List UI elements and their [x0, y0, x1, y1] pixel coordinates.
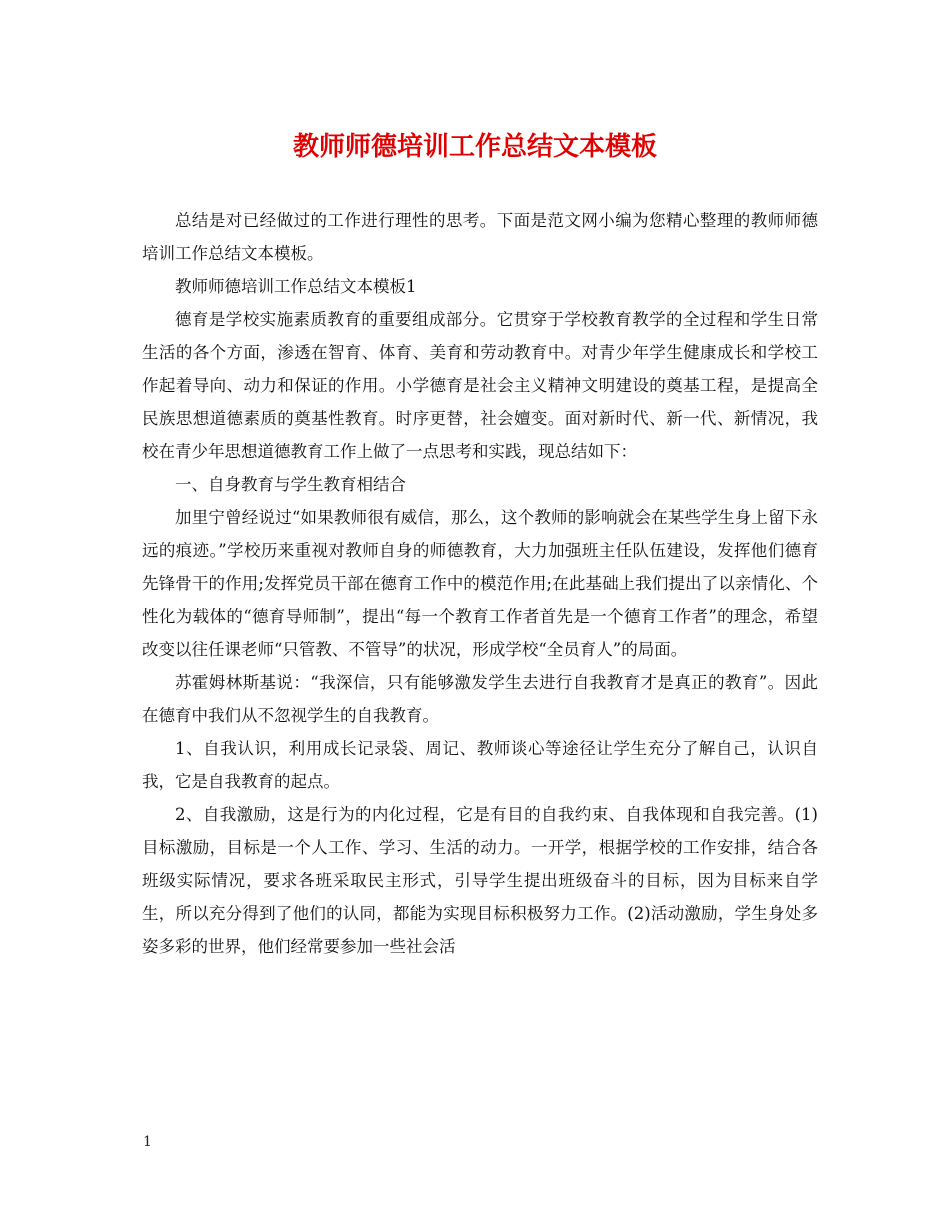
- paragraph-moral-education: 德育是学校实施素质教育的重要组成部分。它贯穿于学校教育教学的全过程和学生日常生活的各个方面，渗透在智育、体育、美育和劳动教育中。对青少年学生健康成长和学校工作起着导向、动力和保证的作用。小学德育是社会主义精神文明建设的奠基工程，是提高全民族思想道德素质的奠基性教育。时序更替，社会嬗变。面对新时代、新一代、新情况，我校在青少年思想道德教育工作上做了一点思考和实践，现总结如下：: [142, 310, 818, 461]
- paragraph-sukhomlinsky-quote: 苏霍姆林斯基说：“我深信，只有能够激发学生去进行自我教育才是真正的教育”。因此在德育中我们从不忽视学生的自我教育。: [142, 673, 818, 725]
- document-title: 教师师德培训工作总结文本模板: [292, 132, 657, 162]
- paragraph-section-heading: 一、自身教育与学生教育相结合: [175, 475, 406, 494]
- paragraph-self-recognition: 1、自我认识，利用成长记录袋、周记、教师谈心等途径让学生充分了解自己，认识自我，它是自我教育的起点。: [142, 739, 818, 791]
- paragraph-subtitle: 教师师德培训工作总结文本模板1: [175, 277, 417, 296]
- paragraph-intro: 总结是对已经做过的工作进行理性的思考。下面是范文网小编为您精心整理的教师师德培训工作总结文本模板。: [142, 211, 818, 263]
- paragraph-kalinin-quote: 加里宁曾经说过“如果教师很有威信，那么，这个教师的影响就会在某些学生身上留下永远的痕迹。”学校历来重视对教师自身的师德教育，大力加强班主任队伍建设，发挥他们德育先锋骨干的作用;发挥党员干部在德育工作中的模范作用;在此基础上我们提出了以亲情化、个性化为载体的“德育导师制”，提出“每一个教育工作者首先是一个德育工作者”的理念，希望改变以往任课老师“只管教、不管导”的状况，形成学校“全员育人”的局面。: [142, 508, 818, 659]
- document-body: [142, 204, 818, 963]
- page-number: 1: [143, 1134, 152, 1150]
- paragraph-self-motivation: 2、自我激励，这是行为的内化过程，它是有目的自我约束、自我体现和自我完善。(1)目标激励，目标是一个人工作、学习、生活的动力。一开学，根据学校的工作安排，结合各班级实际情况，要求各班采取民主形式，引导学生提出班级奋斗的目标，因为目标来自学生，所以充分得到了他们的认同，都能为实现目标积极努力工作。(2)活动激励，学生身处多姿多彩的世界，他们经常要参加一些社会活: [142, 805, 818, 956]
